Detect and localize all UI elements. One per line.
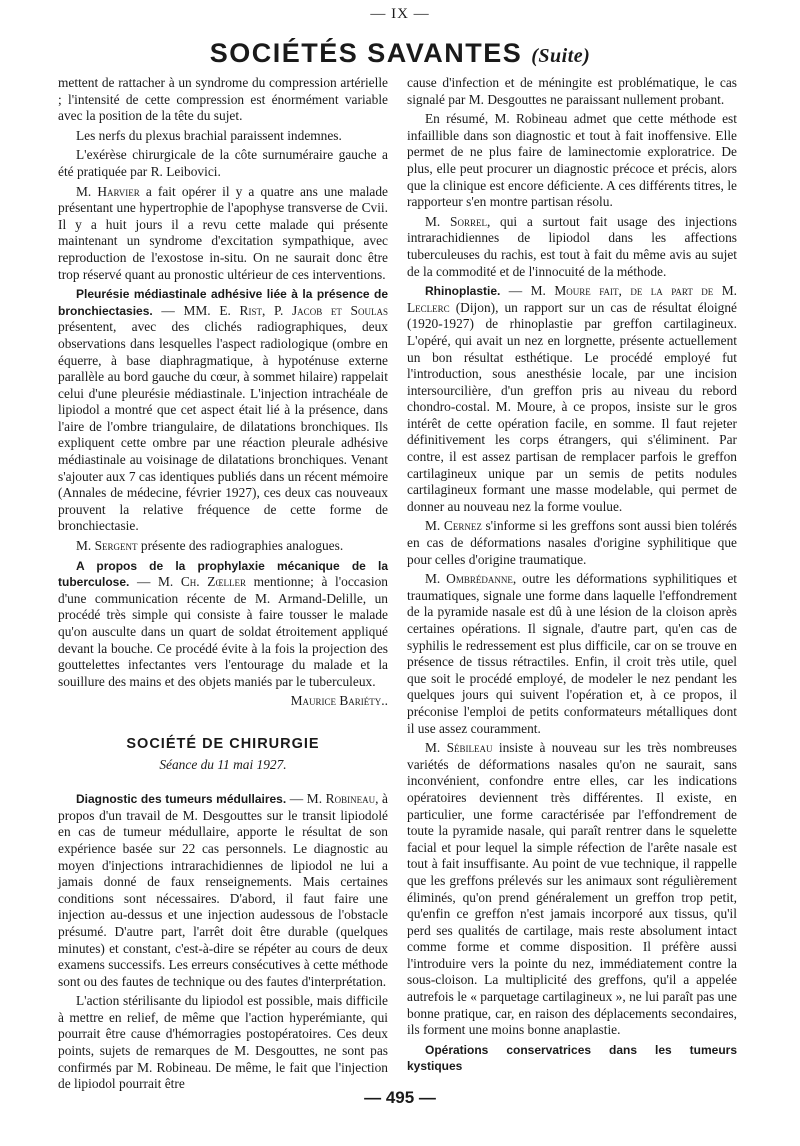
- paragraph: [407, 1042, 737, 1075]
- author-name: M. Cernez: [425, 518, 482, 534]
- paragraph: L'exérèse chirurgicale de la côte surnuméraire gauche a été pratiquée par R. Leibovici.: [58, 147, 388, 179]
- paragraph: [407, 214, 737, 280]
- paragraph-text: insiste à nouveau sur les très nombreuses variétés de déformations nasales qu'on ne saurait, sans inconvénient, confondre entre elles, car les indications opératoires deviennent très différentes. Il existe, en particulier, une forme caractérisée par l'effondrement de toute la pyramide nasale, qui paraît rentrer dans le squelette facial et pour lequel la simple réfection de l'arête nasale est tout à fait insuffisante. Au point de vue technique, il rappelle que les greffons prélevés sur les animaux sont régulièrement éliminés, qu'on prend généralement un greffon trop petit, qu'enfin ce greffon n'est jamais incorporé aux tissus, qu'il perd ses qualités de cartilage, mais reste absolument intact comme forme et comme disposition. Il préfère aussi l'introduire vers la pointe du nez, immédiatement contre la sous-cloison. La multiplicité des greffons, qu'il a appelée autrefois le « parquetage cartilagineux », ne lui paraît pas une bonne pratique, car, en raison des déplacements secondaires, ils forment une moins bonne anaplastie.: [407, 740, 737, 1038]
- subject-heading: Rhinoplastie.: [425, 284, 501, 299]
- subject-heading: A propos de la prophylaxie mécanique de la tuberculose.: [58, 558, 388, 590]
- left-column: [58, 75, 388, 1096]
- page-number: — 495 —: [364, 1088, 436, 1107]
- signature: Maurice Bariéty..: [290, 693, 388, 709]
- paragraph: [407, 571, 737, 737]
- paragraph: [58, 791, 388, 990]
- author-name: — M. Ch. Zœller: [129, 574, 246, 590]
- right-column: [407, 75, 737, 1078]
- paragraph: [58, 558, 388, 691]
- subject-heading: Diagnostic des tumeurs médullaires.: [76, 792, 287, 807]
- paragraph-text: mentionne; à l'occasion d'une communication récente de M. Armand-Delille, un procédé très simple qui consiste à faire tousser le malade qu'on ausculte dans un quart de soldat étroitement appliqué devant la bouche. Ce procédé évite à la fois la projection des gouttelettes infectantes vers l'entourage du malade et la souillure des mains et des objets maniés par le tuberculeux.: [58, 574, 388, 689]
- author-name: M. Sergent: [76, 538, 138, 554]
- paragraph: cause d'infection et de méningite est problématique, le cas signalé par M. Desgouttes ne paraissant nullement probant.: [407, 75, 737, 107]
- paragraph: [407, 518, 737, 568]
- author-names: — M. Moure fait, de la part de M. Leclerc: [407, 283, 737, 315]
- paragraph-text: (Dijon), un rapport sur un cas de résultat éloigné (1920-1927) de rhinoplastie par greffon cartilagineux. L'opéré, qui avait un nez en lorgnette, présente actuellement un bon résultat esthétique. Le procédé employé fut l'introduction, sous anesthésie locale, par une incision intersourcilière, d'un greffon pris au niveau du rebord chondro-costal. M. Moure, à ce propos, insiste sur le gros intérêt de cette opération facile, en somme. Il faut rejeter définitivement les corps étrangers, qui s'éliminent. Par contre, il est assez partisan de remplacer parfois le greffon cartilagineux unique par un semis de petits nodules cartilagineux formant une masse modelable, qui permet de donner au nouveau nez la forme voulue.: [407, 299, 737, 514]
- paragraph-text: présentent, avec des clichés radiographiques, deux observations dans lesquelles l'aspect radiologique (ombre en équerre, à base diaphragmatique, à hypoténuse externe parallèle au bord gauche du cœur, à sommet hilaire) rappelait celui d'une pleurésie médiastinale. L'injection intrachéale de lipiodol a montré que cet aspect était lié à la présence, dans l'aire de l'ombre triangulaire, de dilatations bronchiques. Ils expliquent cette ombre par une réaction pleurale adhésive médiastinale au voisinage de dilatations bronchiques. Venant s'ajouter aux 7 cas identiques publiés dans un récent mémoire (Annales de médecine, février 1927), ces deux cas nouveaux prouvent la relative fréquence de cette forme de bronchiectasie.: [58, 319, 389, 534]
- section-date: Séance du 11 mai 1927.: [159, 756, 287, 772]
- subject-heading: Opérations conservatrices dans les tumeurs kystiques: [407, 1042, 737, 1074]
- author-name: M. Sorrel,: [425, 213, 491, 229]
- paragraph: [407, 283, 737, 515]
- running-title-suite: (Suite): [531, 45, 591, 67]
- paragraph-text: outre les déformations syphilitiques et traumatiques, signale une forme dans laquelle l'effondrement de la pyramide nasale est dû à une lésion de la cloison après certaines opérations. Il signale, d'autre part, qu'en cas de syphilis le redressement est plus difficile, car on se trouve en présence de tissus rétractiles. Enfin, il croit très utile, quel que soit le procédé employé, de modeler le nez pendant les quelques jours qui suivent l'opération et, à ce propos, il préconise l'emploi de petits conformateurs métalliques dont il use assez couramment.: [407, 571, 737, 736]
- paragraph-text: qui a surtout fait usage des injections intrarachidiennes de lipiodol dans les affections tuberculeuses du rachis, est tout à fait du même avis au sujet de la commodité et de l'innocuité de la méthode.: [407, 213, 737, 279]
- paragraph: [58, 286, 388, 535]
- author-names: — MM. E. Rist, P. Jacob et Soulas: [152, 302, 388, 318]
- paragraph-text: présente des radiographies analogues.: [137, 538, 344, 554]
- author-name: M. Ombrédanne,: [425, 571, 517, 587]
- subject-heading: Pleurésie médiastinale adhésive liée à la présence de bronchiectasies.: [58, 287, 388, 318]
- author-name: M. Harvier: [76, 183, 140, 199]
- author-name: — M. Robineau,: [286, 791, 379, 807]
- paragraph: L'action stérilisante du lipiodol est possible, mais difficile à mettre en relief, de même que l'action hyperémiante, qui pourrait être cause d'hémorragies postopératoires. Ces deux points, sujets de remarques de M. Desgouttes, ne sont pas confirmés par M. Robineau. De même, le fait que l'injection de lipiodol pourrait être: [58, 993, 388, 1092]
- author-name: M. Sébileau: [425, 740, 493, 756]
- paragraph-text: a fait opérer il y a quatre ans une malade présentant une hypertrophie de l'apophyse transverse de Cvii. Il y a huit jours il a revu cette malade qui présente maintenant un syndrome d'excitation sympathique, avec reproduction de l'exostose in-situ. On ne saurait donc être trop réservé quant au pronostic ultérieur de ces interventions.: [58, 183, 388, 282]
- paragraph: [58, 538, 388, 555]
- section-heading: SOCIÉTÉ DE CHIRURGIE: [126, 735, 320, 752]
- paragraph: mettent de rattacher à un syndrome du compression artérielle ; l'intensité de cette compression est énormément variable avec la position de la tête du sujet.: [58, 75, 388, 124]
- paragraph: [407, 740, 737, 1039]
- running-title-text: SOCIÉTÉS SAVANTES: [209, 38, 523, 68]
- paragraph: En résumé, M. Robineau admet que cette méthode est infaillible dans son diagnostic et tout à fait inoffensive. Elle permet de ne plus faire de laminectomie exploratrice. De plus, elle peut procurer un diagnostic précoce et précis, alors que la clinique est encore déficiente. A ces différents titres, le rapporteur s'en montre partisan résolu.: [407, 111, 737, 210]
- running-title: [0, 38, 800, 69]
- paragraph: [58, 184, 388, 284]
- paragraph: Les nerfs du plexus brachial paraissent indemnes.: [76, 127, 342, 143]
- roman-page-number: — IX —: [370, 6, 430, 22]
- paragraph-text: s'informe si les greffons sont aussi bien tolérés en cas de déformations nasales d'origine syphilitique que pour celles d'origine traumatique.: [407, 518, 738, 567]
- paragraph-text: à propos d'un travail de M. Desgouttes sur le transit lipiodolé en cas de tumeur médullaire, apporte le résultat de son expérience basée sur 22 cas personnels. Le diagnostic au moyen d'injections intrarachidiennes de lipiodol ne lui a jamais donné de faux renseignements. Mais certaines conditions sont nécessaires. D'abord, il faut faire une injection au-dessus et une injection audessous de l'obstacle présumé. D'autre part, l'arrêt doit être durable (quelques minutes) et constant, c'est-à-dire se répéter au cours de deux examens successifs. Les erreurs consécutives à cette méthode sont ou des fautes de technique ou des fautes d'interprétation.: [58, 791, 388, 989]
